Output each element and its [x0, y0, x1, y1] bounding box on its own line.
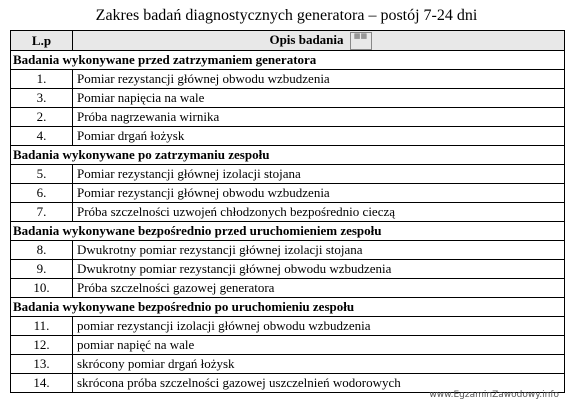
row-text: Próba nagrzewania wirnika	[73, 108, 565, 127]
row-number: 12.	[11, 336, 73, 355]
row-number: 7.	[11, 203, 73, 222]
table-row	[11, 260, 565, 279]
row-text: pomiar rezystancji izolacji głównej obwodu wzbudzenia	[73, 317, 565, 336]
row-number: 11.	[11, 317, 73, 336]
row-number: 10.	[11, 279, 73, 298]
qr-code-icon: ▦▦	[350, 32, 372, 50]
row-number: 13.	[11, 355, 73, 374]
row-text: Dwukrotny pomiar rezystancji głównej obwodu wzbudzenia	[73, 260, 565, 279]
row-number: 2.	[11, 108, 73, 127]
section-heading: Badania wykonywane bezpośrednio przed uruchomieniem zespołu	[11, 222, 565, 241]
section-heading: Badania wykonywane po zatrzymaniu zespołu	[11, 146, 565, 165]
header-opis	[73, 31, 565, 51]
section-heading-row	[11, 146, 565, 165]
row-text: pomiar napięć na wale	[73, 336, 565, 355]
row-number: 6.	[11, 184, 73, 203]
section-heading: Badania wykonywane przed zatrzymaniem generatora	[11, 51, 565, 70]
row-number: 4.	[11, 127, 73, 146]
document-title: Zakres badań diagnostycznych generatora – postój 7-24 dni	[95, 7, 478, 24]
row-text: Pomiar rezystancji głównej izolacji stojana	[73, 165, 565, 184]
table-row	[11, 108, 565, 127]
row-number: 14.	[11, 374, 73, 393]
row-text: skrócona próba szczelności gazowej uszczelnień wodorowych	[73, 374, 565, 393]
row-number: 1.	[11, 70, 73, 89]
section-heading-row	[11, 222, 565, 241]
table-row	[11, 203, 565, 222]
row-number: 3.	[11, 89, 73, 108]
footer-watermark: www.EgzaminZawodowy.info	[429, 390, 559, 400]
row-number: 8.	[11, 241, 73, 260]
section-heading-row	[11, 298, 565, 317]
table-row	[11, 279, 565, 298]
row-number: 5.	[11, 165, 73, 184]
row-text: Próba szczelności uzwojeń chłodzonych bezpośrednio cieczą	[73, 203, 565, 222]
table-row	[11, 317, 565, 336]
table-row	[11, 241, 565, 260]
table-row	[11, 165, 565, 184]
table-row	[11, 70, 565, 89]
row-text: Pomiar rezystancji głównej obwodu wzbudzenia	[73, 70, 565, 89]
table-row	[11, 355, 565, 374]
header-opis-label: Opis badania	[269, 32, 344, 47]
section-heading-row	[11, 51, 565, 70]
row-text: Pomiar drgań łożysk	[73, 127, 565, 146]
row-text: Próba szczelności gazowej generatora	[73, 279, 565, 298]
table-row	[11, 127, 565, 146]
diagnostics-table	[10, 30, 565, 393]
table-row	[11, 336, 565, 355]
row-number: 9.	[11, 260, 73, 279]
table-header-row	[11, 31, 565, 51]
row-text: Pomiar napięcia na wale	[73, 89, 565, 108]
row-text: skrócony pomiar drgań łożysk	[73, 355, 565, 374]
table-row	[11, 89, 565, 108]
row-text: Pomiar rezystancji głównej obwodu wzbudzenia	[73, 184, 565, 203]
section-heading: Badania wykonywane bezpośrednio po uruchomieniu zespołu	[11, 298, 565, 317]
table-row	[11, 184, 565, 203]
row-text: Dwukrotny pomiar rezystancji głównej izolacji stojana	[73, 241, 565, 260]
header-lp: L.p	[11, 31, 73, 51]
